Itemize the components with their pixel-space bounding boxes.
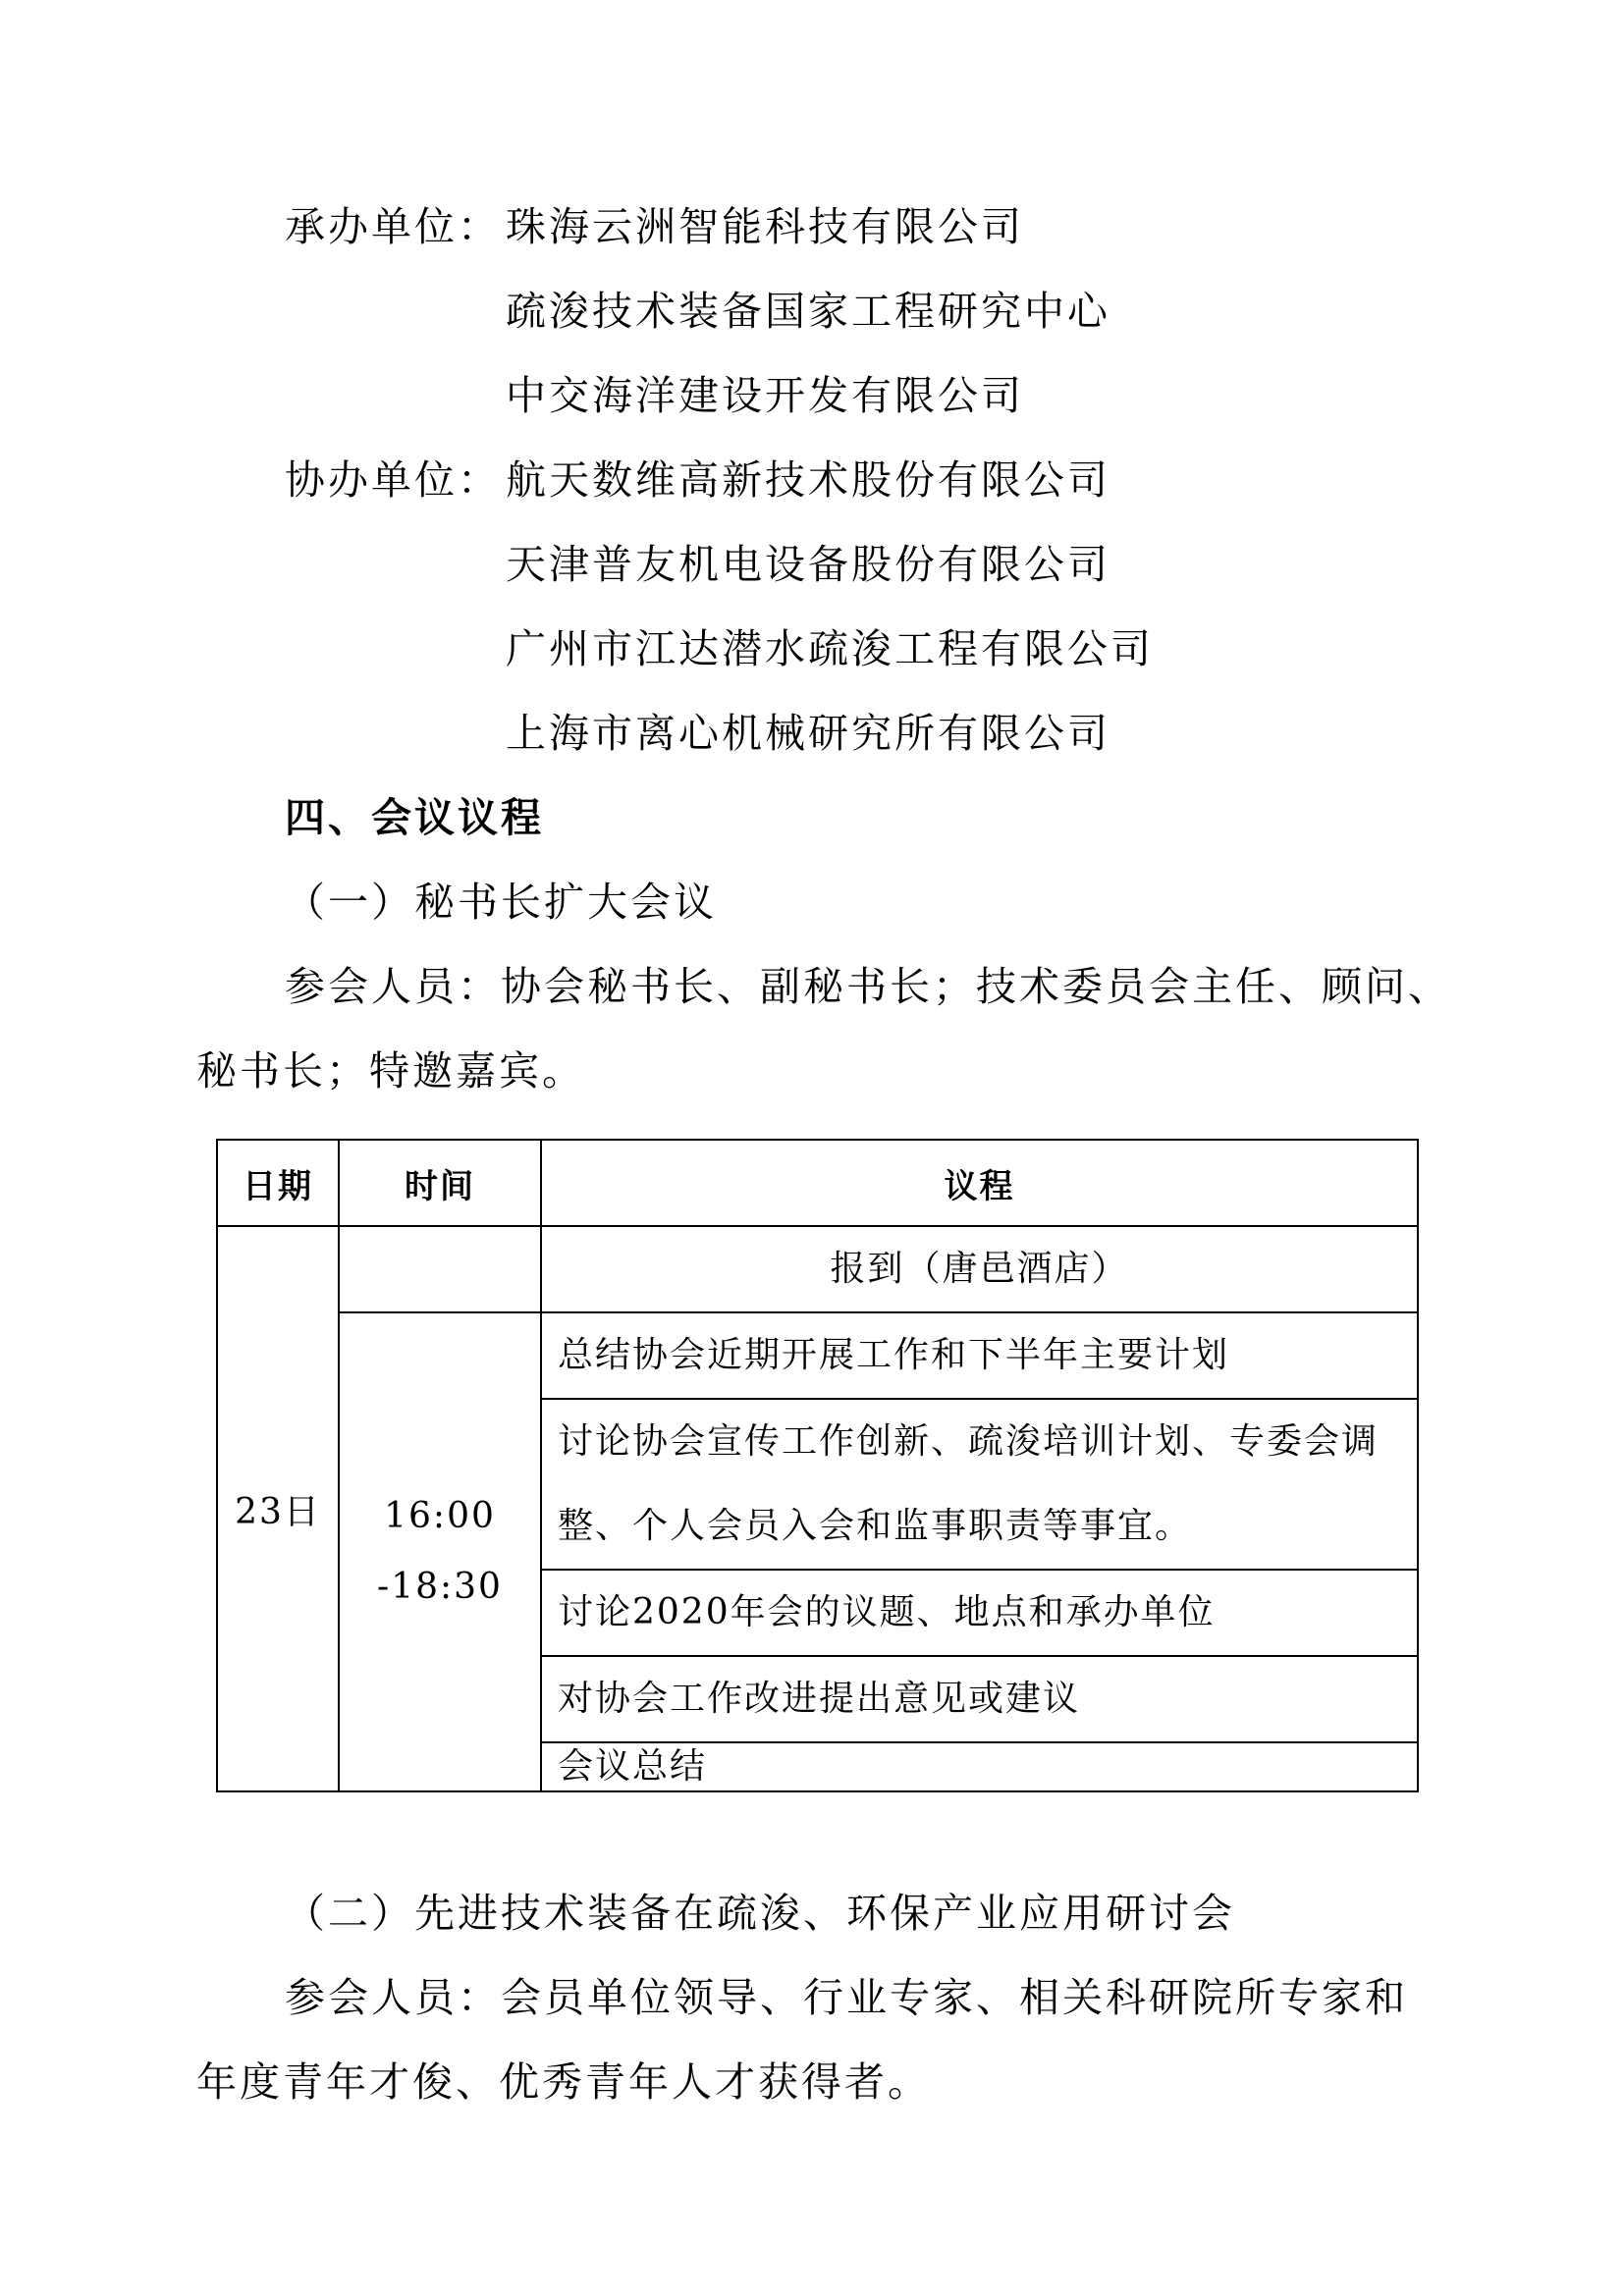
attendees-text: 参会人员：会员单位领导、行业专家、相关科研院所专家和 (285, 1974, 1408, 2021)
empty-time-cell (339, 1226, 541, 1312)
cohost-label: 协办单位： (285, 456, 501, 504)
host-org: 珠海云洲智能科技有限公司 (506, 203, 1024, 250)
section-heading: 四、会议议程 (285, 794, 544, 841)
subsection-title: （一）秘书长扩大会议 (285, 879, 717, 926)
table-row (217, 1312, 1418, 1399)
header-time: 时间 (339, 1140, 541, 1226)
header-agenda: 议程 (541, 1140, 1418, 1226)
attendees-text: 参会人员：协会秘书长、副秘书长；技术委员会主任、顾问、 (285, 963, 1451, 1010)
attendees-text: 秘书长；特邀嘉宾。 (196, 1047, 585, 1095)
cohost-org: 航天数维高新技术股份有限公司 (506, 456, 1110, 504)
agenda-item: 会议总结 (541, 1742, 1418, 1791)
agenda-item (541, 1399, 1418, 1570)
agenda-item-line: 讨论协会宣传工作创新、疏浚培训计划、专委会调 (558, 1421, 1380, 1462)
cohost-org: 广州市江达潜水疏浚工程有限公司 (506, 625, 1154, 672)
cohost-org: 天津普友机电设备股份有限公司 (506, 541, 1110, 588)
cohost-org: 上海市离心机械研究所有限公司 (506, 710, 1110, 757)
table-row (217, 1226, 1418, 1312)
agenda-item-line: 整、个人会员入会和监事职责等事宜。 (558, 1506, 1193, 1546)
date-cell: 23日 (217, 1226, 339, 1791)
subsection-title: （二）先进技术装备在疏浚、环保产业应用研讨会 (285, 1890, 1235, 1937)
attendees-text: 年度青年才俊、优秀青年人才获得者。 (196, 2058, 931, 2106)
registration-item: 报到（唐邑酒店） (541, 1226, 1418, 1312)
time-end: -18:30 (377, 1567, 503, 1607)
time-start: 16:00 (384, 1496, 496, 1536)
agenda-table (216, 1139, 1419, 1792)
table-header-row (217, 1140, 1418, 1226)
agenda-item: 对协会工作改进提出意见或建议 (541, 1656, 1418, 1742)
agenda-item: 总结协会近期开展工作和下半年主要计划 (541, 1312, 1418, 1399)
host-org: 疏浚技术装备国家工程研究中心 (506, 288, 1110, 335)
time-cell (339, 1312, 541, 1791)
host-label: 承办单位： (285, 203, 501, 250)
agenda-item: 讨论2020年会的议题、地点和承办单位 (541, 1570, 1418, 1656)
header-date: 日期 (217, 1140, 339, 1226)
host-org: 中交海洋建设开发有限公司 (506, 372, 1024, 419)
